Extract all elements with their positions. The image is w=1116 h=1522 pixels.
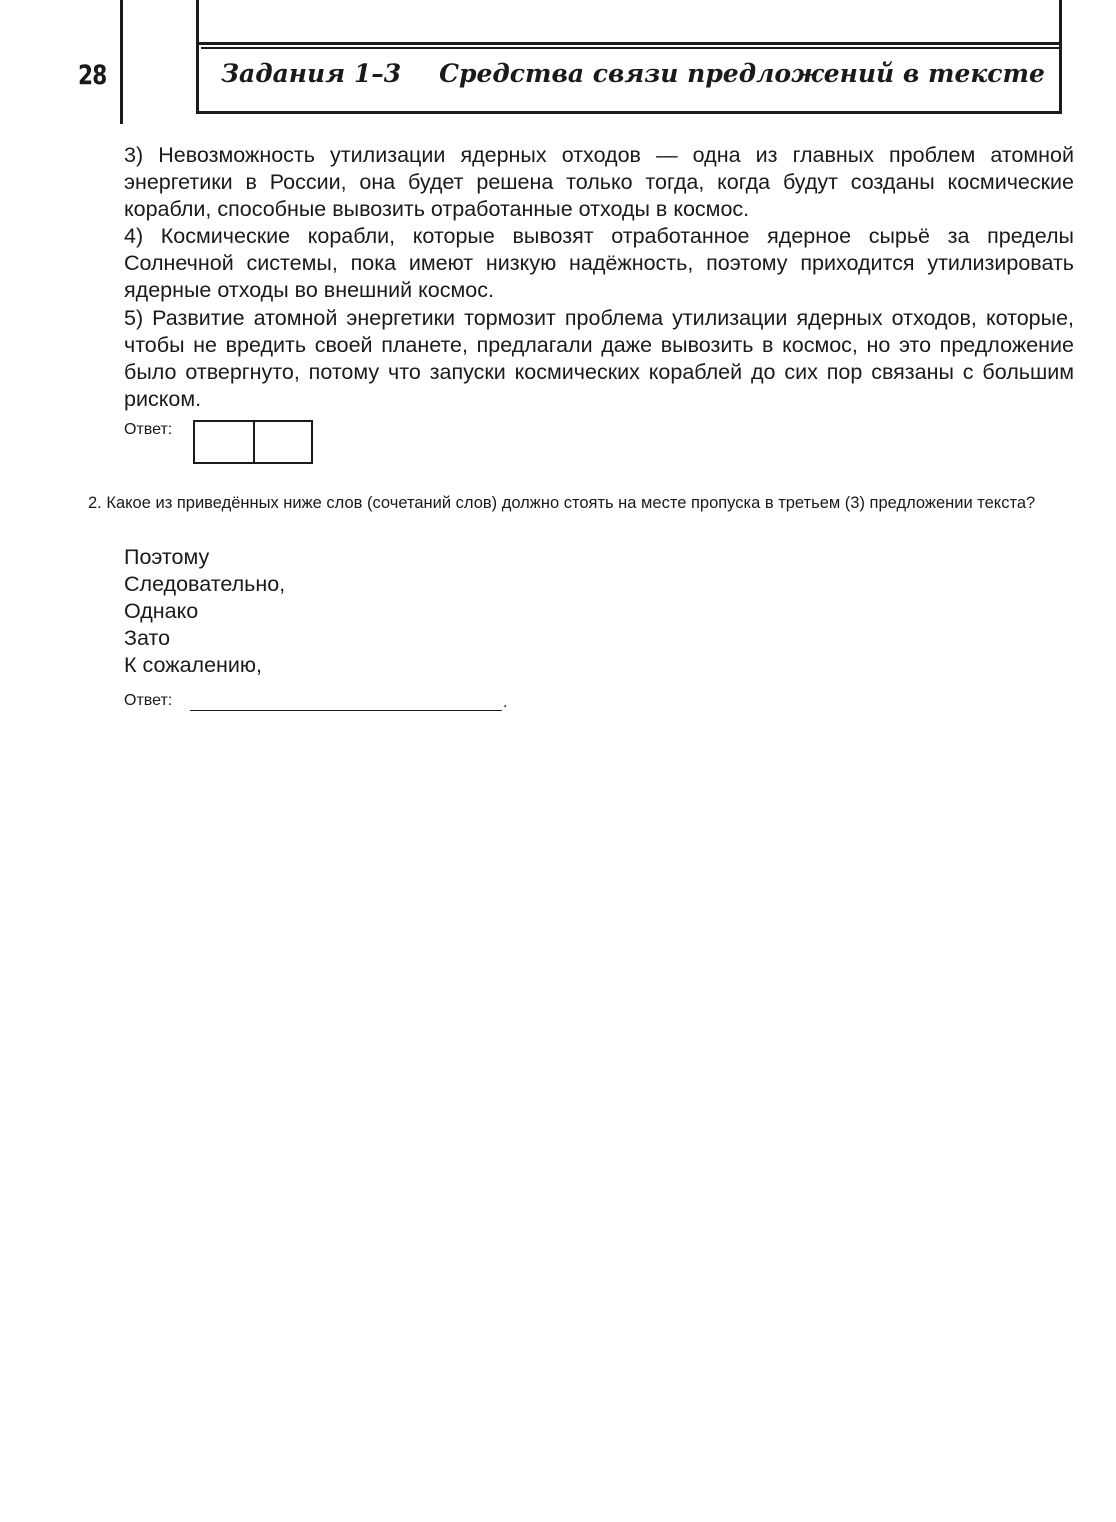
- word-option: Однако: [124, 599, 199, 623]
- task1-answer-boxes: [193, 420, 313, 464]
- section-header: [196, 42, 1062, 114]
- word-option: Поэтому: [124, 545, 210, 569]
- task2-answer-line[interactable]: [190, 710, 502, 711]
- section-topic: Средства связи предложений в тексте: [439, 59, 1045, 88]
- word-option: Следовательно,: [124, 572, 286, 596]
- task2-answer-label: Ответ:: [124, 692, 173, 709]
- answer-option-4: 4) Космические корабли, которые вывозят отработанное ядерное сырьё за пределы Солнечной системы, пока имеют низкую надёжность, поэтому приходится утилизировать ядерные отходы во внешний космос.: [124, 224, 1074, 302]
- word-option: К сожалению,: [124, 653, 263, 677]
- answer-option-3: 3) Невозможность утилизации ядерных отходов — одна из главных проблем атомной энергетики в России, она будет решена только тогда, когда будут созданы космические корабли, способные вывозить отработанные отходы в космос.: [124, 143, 1074, 221]
- header-double-rule: [201, 47, 1059, 49]
- answer-option-5: 5) Развитие атомной энергетики тормозит проблема утилизации ядерных отходов, которые, чтобы не вредить своей планете, предлагали даже вывозить в космос, но это предложение было отвергнуто, потому что запуски космических кораблей до сих пор связаны с большим риском.: [124, 306, 1074, 411]
- answer-period: .: [503, 694, 508, 711]
- word-options-list: [124, 544, 285, 679]
- task2-question: 2. Какое из приведённых ниже слов (сочетаний слов) должно стоять на месте пропуска в третьем (3) предложении текста?: [88, 494, 1036, 512]
- top-frame: [196, 0, 1062, 42]
- page-number: 28: [78, 60, 107, 91]
- task1-answer-label: Ответ:: [124, 421, 173, 438]
- tasks-range: Задания 1–3: [221, 59, 402, 88]
- left-margin-rule: [120, 0, 123, 124]
- answer-cell[interactable]: [195, 422, 253, 462]
- answer-cell[interactable]: [253, 422, 311, 462]
- word-option: Зато: [124, 626, 171, 650]
- section-title: [221, 59, 1045, 88]
